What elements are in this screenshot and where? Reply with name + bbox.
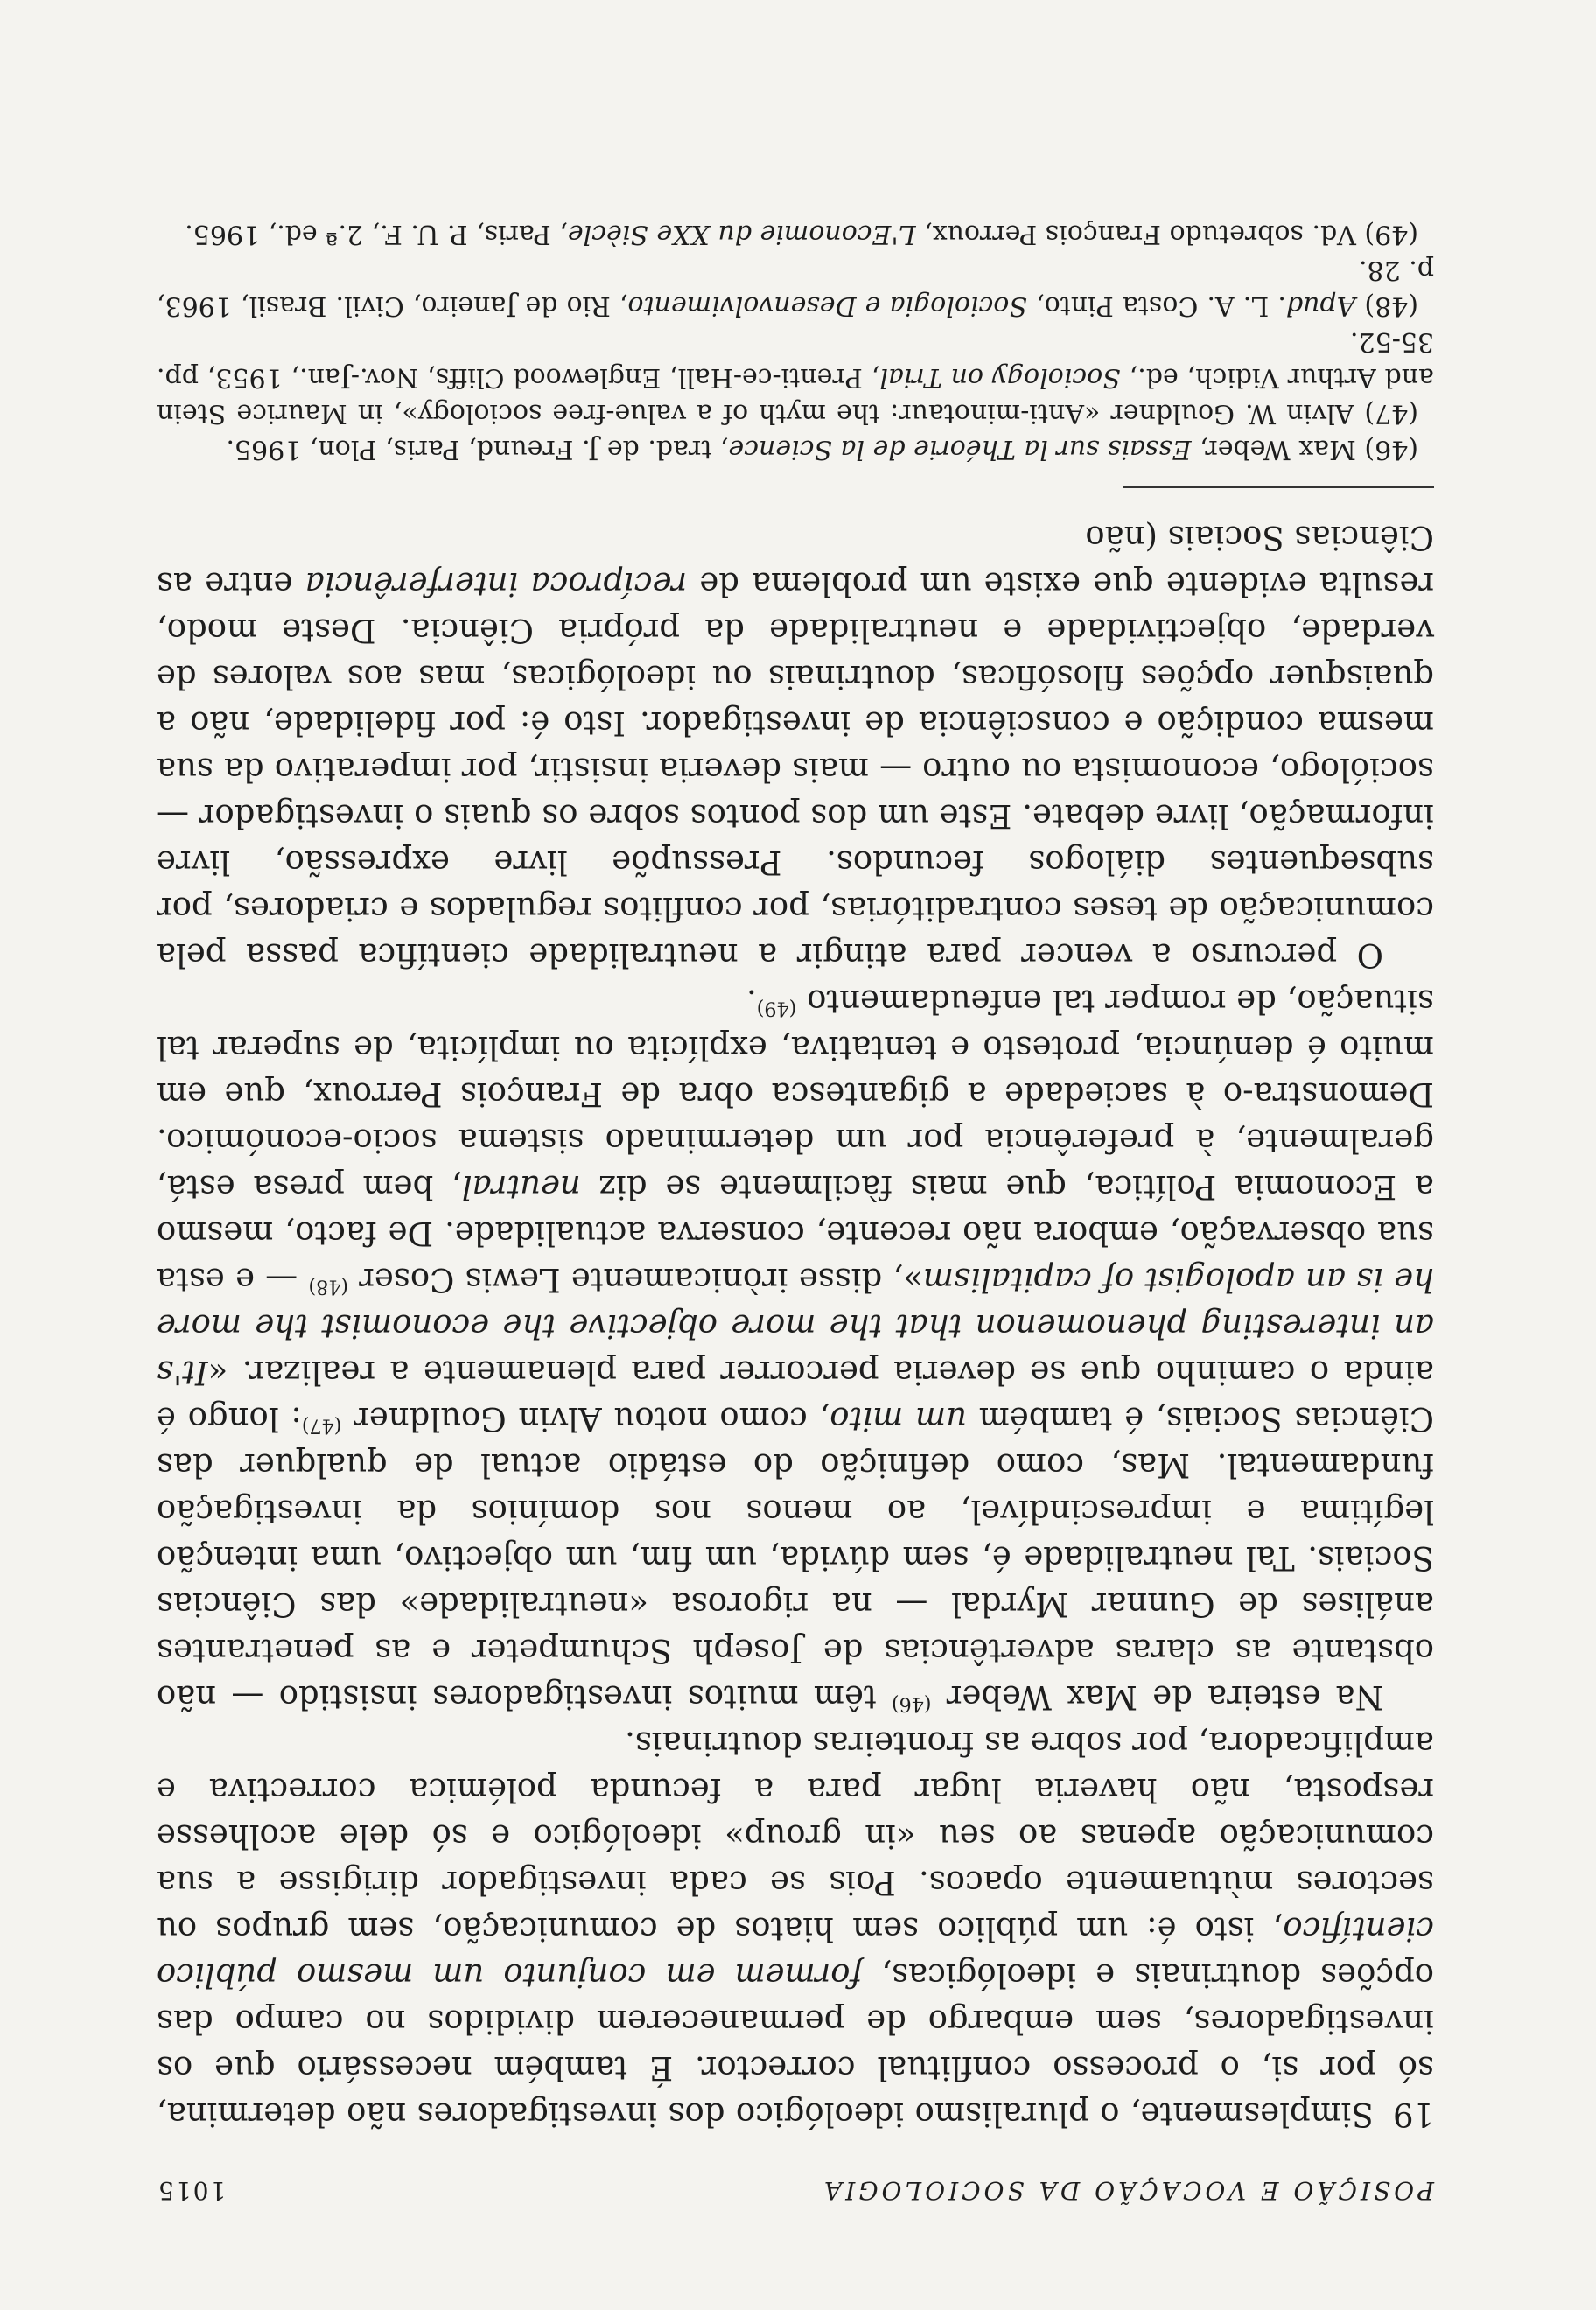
- italic-run: L'Economie du XXe Siècle: [567, 219, 916, 249]
- italic-run: Sociologia e Desenvolvimento: [627, 290, 1027, 321]
- footnote-49: [157, 216, 1434, 252]
- text-run: Alvin W. Gouldner «Anti-minotaur: the myth of a value-free sociology», in Maurice Stein and Arthur Vidich, ed.,: [157, 362, 1434, 429]
- text-run: , bem presa está, geralmente, à preferência por um determinado sistema socio-económico. Demonstra-o à saciedade a gigantesca obra de François Perroux, que em muito é denúncia, protesto e tentativa, explícita ou implícita, de superar tal situação, de romper tal enfeudamento: [157, 983, 1434, 1206]
- footnote-ref-48: (48): [308, 1275, 348, 1298]
- paragraph-1: [157, 1720, 1434, 2138]
- footnote-number: (46): [1364, 434, 1418, 465]
- paragraph-3: [157, 514, 1434, 978]
- footnote-47: [157, 324, 1434, 431]
- footnote-number: (47): [1364, 398, 1418, 429]
- footnote-divider: [1124, 486, 1434, 488]
- italic-run: um mito: [830, 1400, 967, 1438]
- paragraph-2: [157, 978, 1434, 1720]
- text-run: , Paris, P. U. F., 2.ª ed., 1965.: [185, 219, 568, 249]
- body-text: [157, 514, 1434, 2138]
- text-run: Na esteira de Max Weber: [931, 1678, 1383, 1716]
- text-run: », disse irònicamente Lewis Coser: [347, 1261, 923, 1298]
- footnote-46: [157, 431, 1434, 467]
- footnote-ref-46: (46): [891, 1692, 932, 1716]
- text-run: , Prenti-ce-Hall, Englewood Cliffs, Nov.-Jan., 1953, pp. 35-52.: [157, 326, 1434, 393]
- italic-run: It's an interesting phenomenon that the more objective the economist the more he is an apologist of capitalism: [157, 1261, 1434, 1391]
- text-run: Max Weber,: [1191, 434, 1365, 465]
- italic-run: recíproca interferência: [304, 565, 688, 603]
- text-run: . L. A. Costa Pinto,: [1026, 290, 1286, 321]
- text-run: — e esta sua observação, embora não recente, conserva actualidade. De facto, mesmo a Economia Política, que mais fàcilmente se diz: [156, 1168, 1434, 1298]
- running-header: [157, 2176, 1434, 2205]
- text-run: Simplesmente, o pluralismo ideológico dos investigadores não determina, só por si, o processo conflitual corrector. É também necessário que os investigadores, sem embargo de permanecerem divididos no campo das opções doutrinais e ideológicas,: [157, 1956, 1434, 2133]
- italic-run: Apud: [1285, 290, 1356, 321]
- italic-run: neutral: [461, 1168, 581, 1206]
- text-run: : longo é ainda o caminho que se deveria percorrer para plenamente a realizar. «: [157, 1354, 1434, 1438]
- text-run: .: [746, 983, 757, 1020]
- footnotes: [157, 216, 1434, 467]
- text-run: , como notou Alvin Gouldner: [341, 1400, 830, 1438]
- italic-run: Sociology on Trial: [879, 362, 1121, 393]
- text-run: , Rio de Janeiro, Civil. Brasil, 1963, p. 28.: [157, 255, 1434, 321]
- text-run: [1355, 290, 1364, 321]
- section-number: 19: [1392, 2096, 1434, 2133]
- text-run: Vd. sobretudo François Perroux,: [915, 219, 1365, 249]
- footnote-ref-47: (47): [301, 1414, 342, 1438]
- italic-run: formem em conjunto um mesmo público científico: [157, 1910, 1434, 1994]
- text-run: , isto é: um público sem hiatos de comunicação, sem grupos ou sectores mùtuamente opacos. Pois se cada investigador dirigisse a sua comunicação apenas ao seu «in group» ideológico e só dele acolhesse resposta, não haveria lugar para a fecunda polémica correctiva e amplificadora, por sobre as fronteiras doutrinais.: [157, 1725, 1434, 1948]
- text-run: têm muitos investigadores insistido — não obstante as claras advertências de Joseph Schumpeter e as penetrantes análises de Gunnar Myrdal — na rigorosa «neutralidade» das Ciências Sociais. Tal neutralidade é, sem dúvida, um fim, um objectivo, uma intenção legítima e imprescindível, ao menos nos domínios da investigação fundamental. Mas, como definição do estádio actual de qualquer das Ciências Sociais, é também: [157, 1400, 1434, 1716]
- footnote-number: (49): [1364, 219, 1418, 249]
- running-title: POSIÇÃO E VOCAÇÃO DA SOCIOLOGIA: [820, 2176, 1434, 2205]
- text-run: entre as Ciências Sociais (não: [156, 519, 1434, 603]
- page-number: 1015: [157, 2176, 227, 2205]
- text-run: , trad. de J. Freund, Paris, Plon, 1965.: [226, 434, 729, 465]
- page-content: [157, 216, 1434, 2205]
- footnote-ref-49: (49): [756, 997, 797, 1020]
- italic-run: Essais sur la Théorie de la Science: [728, 434, 1192, 465]
- footnote-number: (48): [1364, 290, 1418, 321]
- text-run: O percurso a vencer para atingir a neutralidade científica passa pela comunicação de teses contraditórias, por conflitos regulados e criadores, por subsequentes diálogos fecundos. Pressupõe livre expressão, livre informação, livre debate. Este um dos pontos sobre os quais o investigador — sociólogo, economista ou outro — mais deveria insistir, por imperativo da sua mesma condição e consciência de investigador. Isto é: por fidelidade, não a quaisquer opções filosóficas, doutrinais ou ideológicas, mas aos valores de verdade, objectividade e neutralidade da própria Ciência. Deste modo, resulta evidente que existe um problema de: [157, 565, 1434, 974]
- footnote-48: [157, 252, 1434, 324]
